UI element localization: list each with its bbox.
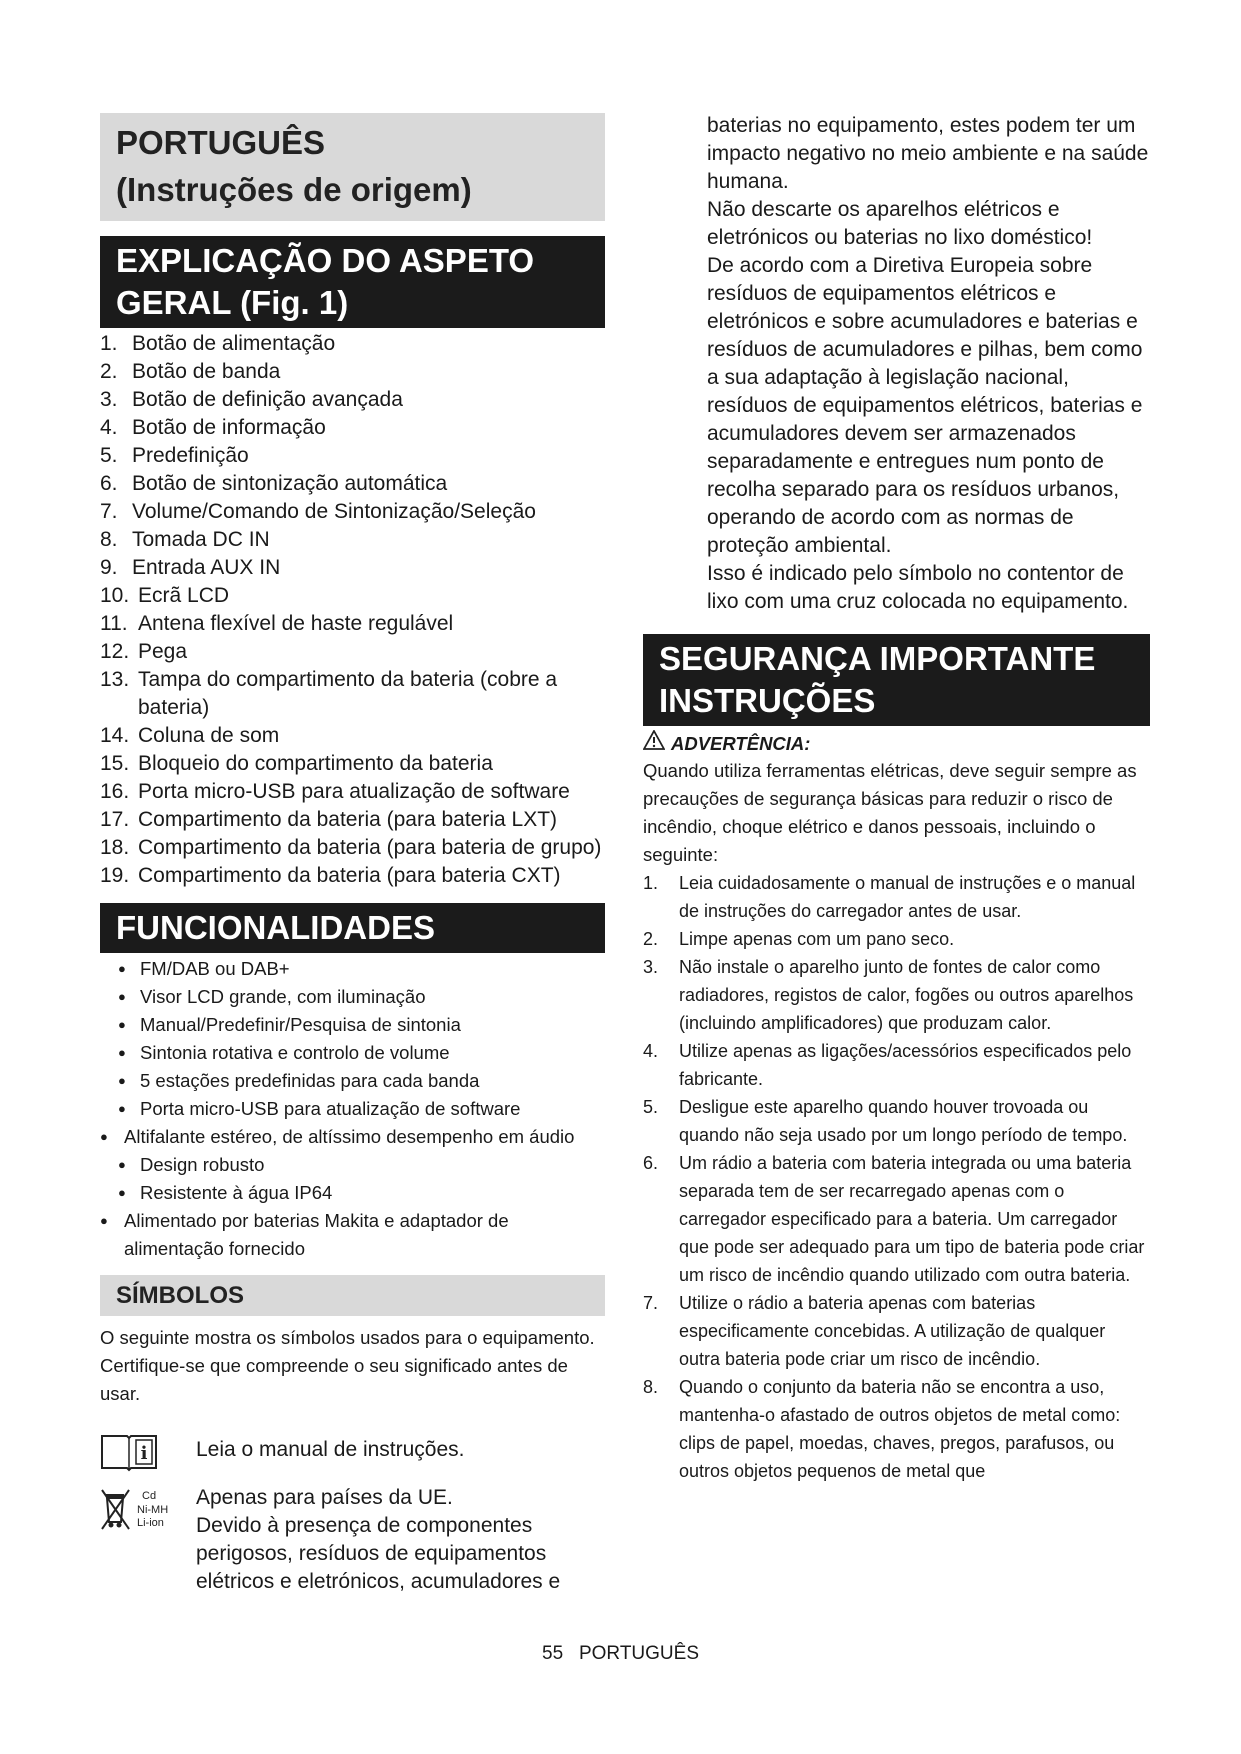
overview-item-text: Tampa do compartimento da bateria (cobre a bateria)	[138, 668, 558, 719]
feature-item-text: Visor LCD grande, com iluminação	[140, 986, 426, 1007]
overview-item-number: 16.	[100, 780, 130, 803]
weee-label-cd: Cd	[142, 1490, 157, 1502]
overview-item-text: Porta micro-USB para atualização de software	[138, 780, 570, 803]
safety-item-text: Um rádio a bateria com bateria integrada ou uma bateria separada tem de ser recarregado apenas com o carregador especificado para a bateria. Um carregador que pode ser adequado para um tipo de bateria pode criar um risco de incêndio quando utilizado com outra bateria.	[679, 1153, 1145, 1285]
safety-item	[643, 1037, 1150, 1093]
document-subtitle: (Instruções de origem)	[116, 171, 472, 208]
weee-label-liion: Li-ion	[137, 1517, 164, 1529]
weee-symbol-text: Isso é indicado pelo símbolo no contentor de lixo com uma cruz colocada no equipamento.	[707, 562, 1129, 613]
feature-item-text: 5 estações predefinidas para cada banda	[140, 1070, 480, 1091]
safety-item-number: 8.	[643, 1377, 659, 1397]
overview-item-text: Antena flexível de haste regulável	[138, 612, 454, 635]
overview-item-text: Predefinição	[132, 444, 249, 467]
overview-item-text: Botão de sintonização automática	[132, 472, 448, 495]
book-icon	[100, 1432, 158, 1477]
overview-item-number: 18.	[100, 836, 130, 859]
safety-item-text: Desligue este aparelho quando houver trovoada ou quando não seja usado por um longo período de tempo.	[679, 1097, 1128, 1145]
safety-item-number: 3.	[643, 957, 659, 977]
safety-item	[643, 1149, 1150, 1289]
feature-item	[100, 1179, 605, 1207]
bullet-icon: ●	[100, 1213, 108, 1228]
feature-item-text: Manual/Predefinir/Pesquisa de sintonia	[140, 1014, 461, 1035]
overview-item-number: 8.	[100, 528, 118, 551]
overview-item-text: Ecrã LCD	[138, 584, 230, 607]
overview-item-number: 2.	[100, 360, 118, 383]
overview-item	[100, 638, 605, 666]
safety-item	[643, 925, 1150, 953]
warning-triangle-icon	[643, 730, 665, 757]
overview-item	[100, 414, 605, 442]
overview-item-text: Pega	[138, 640, 188, 663]
feature-item	[100, 1039, 605, 1067]
overview-item-text: Botão de banda	[132, 360, 281, 383]
overview-item-text: Volume/Comando de Sintonização/Seleção	[132, 500, 536, 523]
bullet-icon: ●	[118, 1157, 126, 1172]
right-column	[643, 0, 1150, 1485]
overview-item	[100, 498, 605, 526]
weee-continued-text: baterias no equipamento, estes podem ter um impacto negativo no meio ambiente e na saúde humana.	[707, 114, 1149, 193]
safety-item	[643, 869, 1150, 925]
overview-item	[100, 470, 605, 498]
overview-item	[100, 778, 605, 806]
symbol-weee-row	[100, 1484, 605, 1596]
safety-item	[643, 1093, 1150, 1149]
safety-item-number: 5.	[643, 1097, 659, 1117]
bullet-icon: ●	[118, 961, 126, 976]
symbols-heading: SÍMBOLOS	[116, 1282, 245, 1309]
overview-item-number: 3.	[100, 388, 118, 411]
overview-item-number: 15.	[100, 752, 130, 775]
overview-item	[100, 750, 605, 778]
feature-item-text: Porta micro-USB para atualização de software	[140, 1098, 521, 1119]
safety-item	[643, 953, 1150, 1037]
overview-item-text: Compartimento da bateria (para bateria LXT)	[138, 808, 558, 831]
overview-item	[100, 834, 605, 862]
overview-item-number: 7.	[100, 500, 118, 523]
overview-item-text: Botão de informação	[132, 416, 326, 439]
overview-item-number: 1.	[100, 332, 118, 355]
overview-item-text: Tomada DC IN	[132, 528, 270, 551]
symbols-heading-box	[100, 1275, 605, 1316]
features-list	[100, 955, 605, 1263]
overview-item-number: 19.	[100, 864, 130, 887]
overview-item-text: Compartimento da bateria (para bateria CXT)	[138, 864, 561, 887]
bullet-icon: ●	[118, 989, 126, 1004]
overview-item	[100, 358, 605, 386]
safety-item-text: Leia cuidadosamente o manual de instruções e o manual de instruções do carregador antes de usar.	[679, 873, 1136, 921]
feature-item	[100, 1095, 605, 1123]
page-number: 55	[542, 1643, 564, 1664]
safety-item-text: Utilize o rádio a bateria apenas com baterias especificamente concebidas. A utilização de qualquer outra bateria pode criar um risco de incêndio.	[679, 1293, 1106, 1369]
document-title-box	[100, 113, 605, 221]
safety-item-number: 1.	[643, 873, 659, 893]
safety-item-text: Quando o conjunto da bateria não se encontra a uso, mantenha-o afastado de outros objetos de metal como: clips de papel, moedas, chaves, pregos, parafusos, ou outros objetos pequenos de metal que	[679, 1377, 1121, 1481]
symbol-weee-text: Devido à presença de componentes perigosos, resíduos de equipamentos elétricos e eletrónicos, acumuladores e	[196, 1514, 561, 1593]
crossed-bin-icon	[100, 1486, 180, 1537]
safety-item-number: 7.	[643, 1293, 659, 1313]
overview-item	[100, 582, 605, 610]
feature-item-text: Altifalante estéreo, de altíssimo desempenho em áudio	[124, 1126, 575, 1147]
safety-item-text: Não instale o aparelho junto de fontes de calor como radiadores, registos de calor, fogões ou outros aparelhos (incluindo amplificadores) que produzam calor.	[679, 957, 1134, 1033]
overview-item-number: 4.	[100, 416, 118, 439]
left-column	[100, 0, 605, 1596]
feature-item	[100, 1151, 605, 1179]
overview-item	[100, 442, 605, 470]
overview-item-number: 12.	[100, 640, 130, 663]
feature-item-text: Sintonia rotativa e controlo de volume	[140, 1042, 450, 1063]
bullet-icon: ●	[100, 1129, 108, 1144]
overview-item	[100, 862, 605, 890]
safety-item-text: Limpe apenas com um pano seco.	[679, 929, 955, 949]
feature-item-text: FM/DAB ou DAB+	[140, 958, 290, 979]
overview-item	[100, 610, 605, 638]
document-title: PORTUGUÊS	[116, 124, 326, 161]
warning-label-row	[643, 730, 1150, 757]
overview-list	[100, 330, 605, 890]
overview-item-text: Compartimento da bateria (para bateria de grupo)	[138, 836, 602, 859]
safety-item-number: 4.	[643, 1041, 659, 1061]
feature-item	[100, 1207, 605, 1263]
features-heading: FUNCIONALIDADES	[116, 909, 435, 946]
overview-heading-box	[100, 236, 605, 328]
safety-list	[643, 869, 1150, 1485]
bullet-icon: ●	[118, 1185, 126, 1200]
book-icon-letter: i	[140, 1443, 148, 1464]
overview-item-text: Coluna de som	[138, 724, 280, 747]
bullet-icon: ●	[118, 1073, 126, 1088]
safety-item	[643, 1373, 1150, 1485]
weee-label-nimh: Ni-MH	[137, 1504, 169, 1516]
overview-item-number: 5.	[100, 444, 118, 467]
safety-heading: SEGURANÇA IMPORTANTE	[659, 640, 1096, 677]
feature-item	[100, 1123, 605, 1151]
overview-item-number: 17.	[100, 808, 130, 831]
overview-item	[100, 330, 605, 358]
weee-continued-block	[643, 112, 1150, 616]
warning-intro: Quando utiliza ferramentas elétricas, deve seguir sempre as precauções de segurança básicas para reduzir o risco de incêndio, choque elétrico e danos pessoais, incluindo o seguinte:	[643, 760, 1137, 865]
overview-item	[100, 722, 605, 750]
weee-no-household-text: Não descarte os aparelhos elétricos e eletrónicos ou baterias no lixo doméstico!	[707, 198, 1093, 249]
overview-item	[100, 666, 605, 722]
warning-label: ADVERTÊNCIA:	[671, 732, 811, 754]
overview-heading-cont: GERAL (Fig. 1)	[116, 284, 349, 321]
safety-item-number: 2.	[643, 929, 659, 949]
overview-item	[100, 554, 605, 582]
features-heading-box	[100, 903, 605, 953]
safety-item-text: Utilize apenas as ligações/acessórios especificados pelo fabricante.	[679, 1041, 1132, 1089]
overview-item-text: Entrada AUX IN	[132, 556, 281, 579]
symbol-manual-text: Leia o manual de instruções.	[196, 1438, 465, 1461]
overview-item	[100, 806, 605, 834]
overview-item-number: 6.	[100, 472, 118, 495]
symbol-weee-eu-only: Apenas para países da UE.	[196, 1486, 453, 1509]
overview-item-number: 10.	[100, 584, 130, 607]
bullet-icon: ●	[118, 1101, 126, 1116]
overview-item-text: Botão de alimentação	[132, 332, 336, 355]
footer-language: PORTUGUÊS	[578, 1643, 699, 1664]
symbol-manual-row	[100, 1430, 605, 1474]
feature-item	[100, 983, 605, 1011]
safety-item	[643, 1289, 1150, 1373]
safety-heading-cont: INSTRUÇÕES	[659, 682, 876, 719]
bullet-icon: ●	[118, 1017, 126, 1032]
overview-item-number: 11.	[100, 612, 128, 635]
bullet-icon: ●	[118, 1045, 126, 1060]
overview-item-number: 14.	[100, 724, 130, 747]
page-footer	[0, 1643, 1241, 1665]
weee-directive-text: De acordo com a Diretiva Europeia sobre resíduos de equipamentos elétricos e eletrónicos e sobre acumuladores e baterias e resíduos de acumuladores e pilhas, bem como a sua adaptação à legislação nacional, resíduos de equipamentos elétricos, baterias e acumuladores devem ser armazenados separadamente e entregues num ponto de recolha separado para os resíduos urbanos, operando de acordo com as normas de proteção ambiental.	[707, 254, 1143, 557]
symbols-intro: O seguinte mostra os símbolos usados para o equipamento. Certifique-se que compreende o seu significado antes de usar.	[100, 1327, 595, 1404]
overview-item-number: 9.	[100, 556, 118, 579]
feature-item-text: Resistente à água IP64	[140, 1182, 333, 1203]
safety-item-number: 6.	[643, 1153, 659, 1173]
feature-item	[100, 955, 605, 983]
feature-item	[100, 1011, 605, 1039]
overview-item-text: Bloqueio do compartimento da bateria	[138, 752, 493, 775]
feature-item	[100, 1067, 605, 1095]
feature-item-text: Design robusto	[140, 1154, 265, 1175]
overview-heading: EXPLICAÇÃO DO ASPETO	[116, 242, 535, 279]
safety-heading-box	[643, 634, 1150, 726]
overview-item-number: 13.	[100, 668, 130, 691]
overview-item-text: Botão de definição avançada	[132, 388, 403, 411]
feature-item-text: Alimentado por baterias Makita e adaptador de alimentação fornecido	[124, 1210, 509, 1259]
overview-item	[100, 386, 605, 414]
overview-item	[100, 526, 605, 554]
